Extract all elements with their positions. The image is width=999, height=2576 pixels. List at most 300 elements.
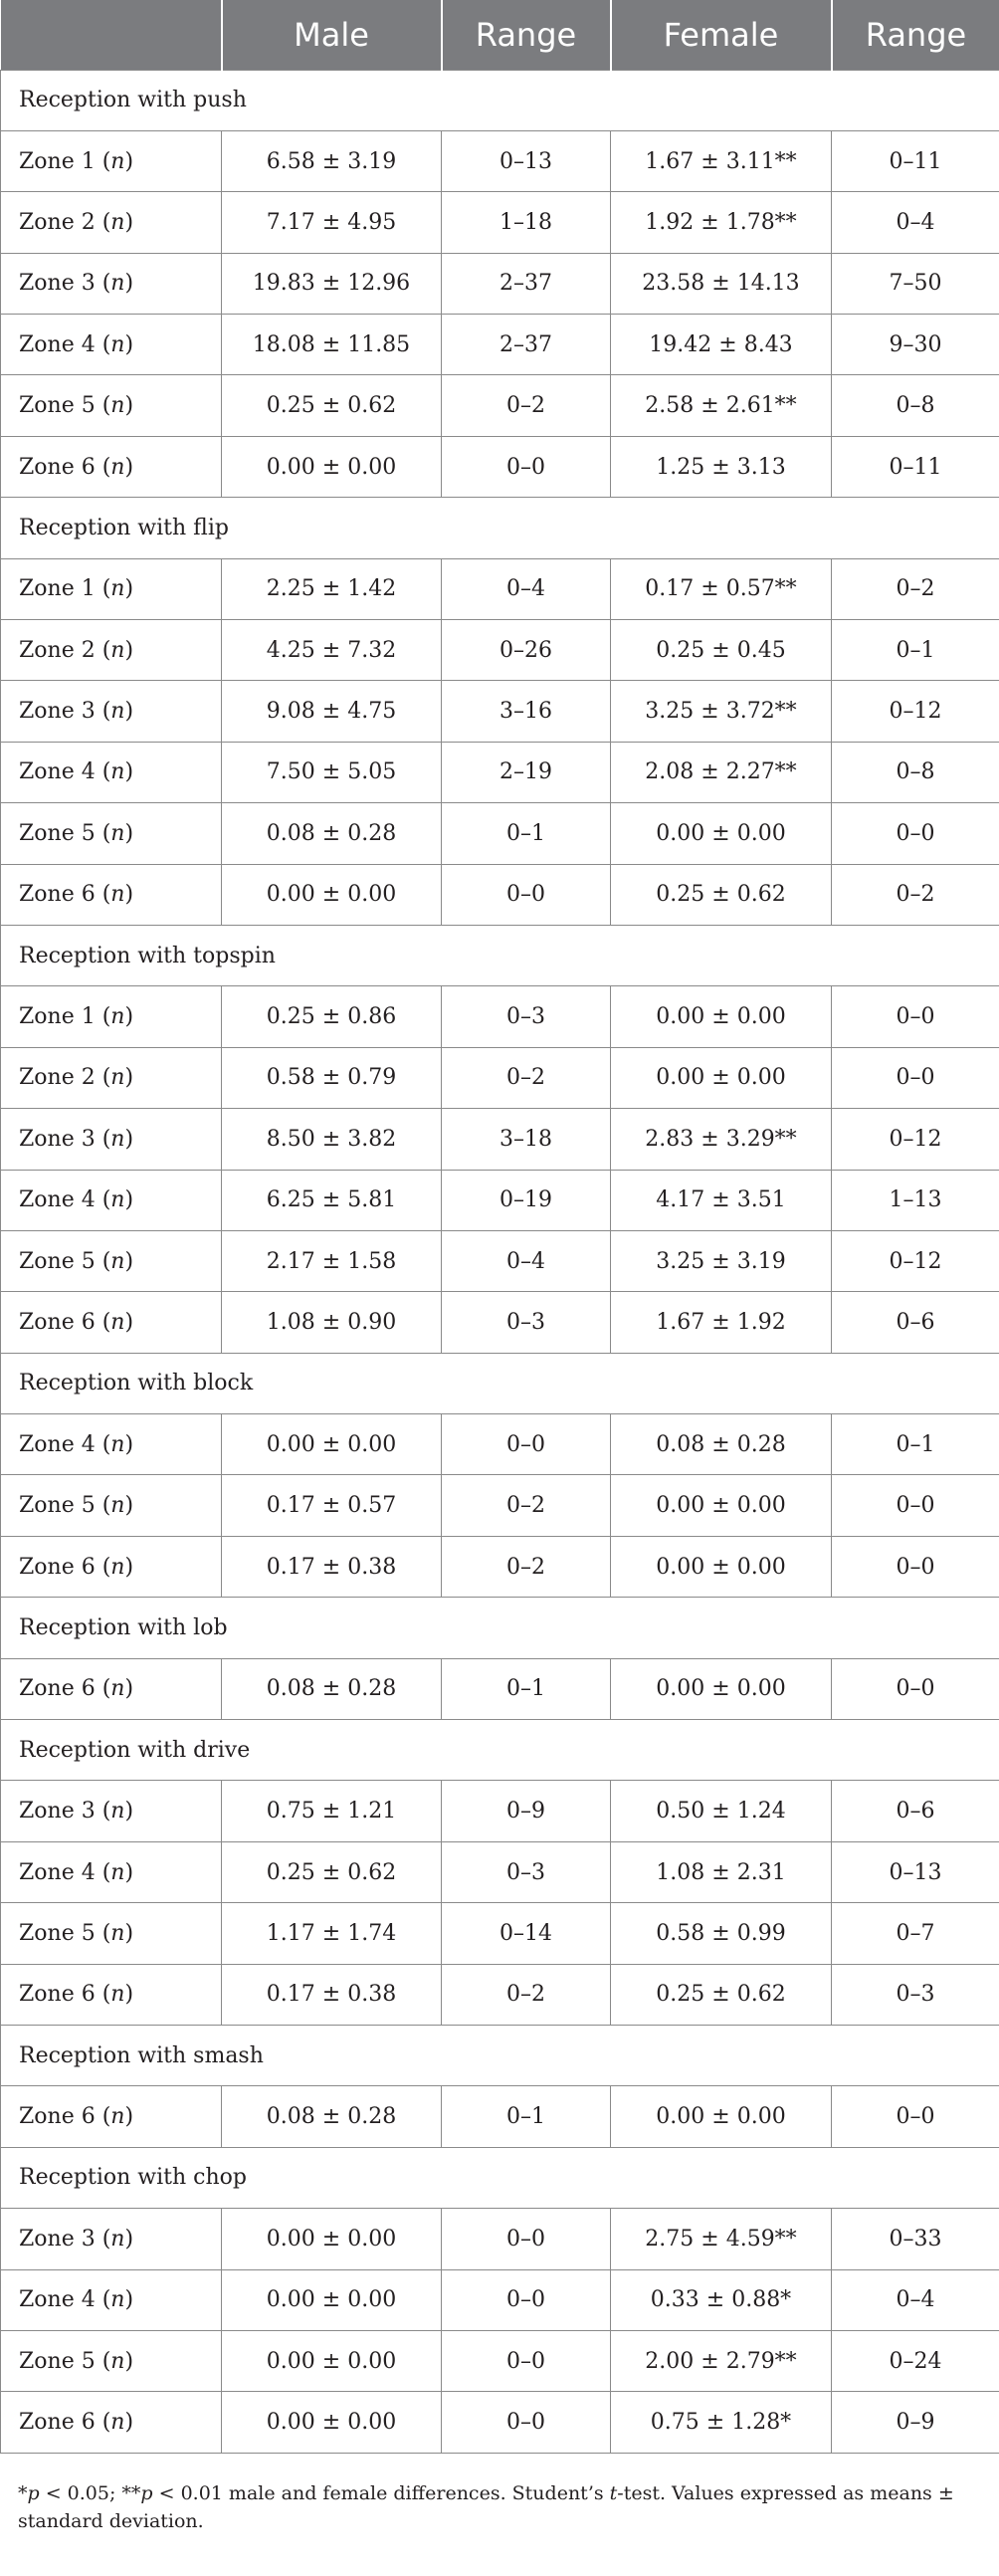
male-value: 2.25 ± 1.42 (222, 558, 442, 619)
female-value: 0.00 ± 0.00 (611, 803, 832, 864)
header-empty (1, 0, 222, 70)
male-range: 2–37 (442, 315, 611, 375)
female-range: 0–1 (832, 1414, 999, 1475)
male-range: 0–0 (442, 2330, 611, 2391)
female-range: 0–12 (832, 1230, 999, 1291)
footnote-p-var-2: p (140, 2481, 153, 2504)
footnote-star: * (18, 2481, 28, 2504)
female-value: 2.83 ± 3.29** (611, 1109, 832, 1170)
table-row (1, 681, 999, 742)
zone-label (1, 1292, 222, 1353)
zone-label (1, 620, 222, 681)
zone-label (1, 2086, 222, 2147)
female-value: 0.00 ± 0.00 (611, 1536, 832, 1597)
zone-label (1, 742, 222, 802)
female-value: 0.50 ± 1.24 (611, 1781, 832, 1841)
table-row (1, 375, 999, 436)
zone-label-text: Zone 6 ( (19, 882, 111, 908)
zone-label-text: Zone 2 ( (19, 1065, 111, 1091)
female-value: 0.00 ± 0.00 (611, 1047, 832, 1108)
zone-label-n: n (110, 1004, 125, 1030)
female-value: 1.67 ± 1.92 (611, 1292, 832, 1353)
section-title: Reception with topspin (1, 925, 999, 985)
male-range: 0–26 (442, 620, 611, 681)
zone-label (1, 2392, 222, 2453)
zone-label-n: n (110, 1920, 125, 1946)
female-value: 0.25 ± 0.45 (611, 620, 832, 681)
zone-label-close: ) (124, 148, 134, 174)
zone-label-close: ) (124, 1982, 134, 2008)
zone-label-close: ) (124, 699, 134, 725)
zone-label-close: ) (124, 454, 134, 480)
female-range: 0–0 (832, 803, 999, 864)
male-value: 0.08 ± 0.28 (222, 803, 442, 864)
zone-label (1, 315, 222, 375)
female-value: 3.25 ± 3.72** (611, 681, 832, 742)
table-row (1, 2392, 999, 2453)
zone-label-text: Zone 5 ( (19, 1920, 111, 1946)
table-row (1, 253, 999, 314)
male-value: 0.17 ± 0.38 (222, 1964, 442, 2025)
zone-label-n: n (110, 699, 125, 725)
zone-label-close: ) (124, 759, 134, 785)
header-male: Male (222, 0, 442, 70)
table-row (1, 2269, 999, 2330)
section-row (1, 925, 999, 985)
male-value: 0.75 ± 1.21 (222, 1781, 442, 1841)
female-value: 19.42 ± 8.43 (611, 315, 832, 375)
section-title: Reception with block (1, 1353, 999, 1413)
male-range: 3–18 (442, 1109, 611, 1170)
zone-label (1, 253, 222, 314)
female-range: 0–7 (832, 1903, 999, 1964)
zone-label-n: n (110, 1126, 125, 1152)
female-range: 0–4 (832, 2269, 999, 2330)
table-row (1, 1230, 999, 1291)
zone-label-close: ) (124, 331, 134, 357)
zone-label-text: Zone 6 ( (19, 2104, 111, 2130)
section-title: Reception with flip (1, 498, 999, 558)
header-row (1, 0, 999, 70)
male-range: 0–0 (442, 436, 611, 497)
female-value: 4.17 ± 3.51 (611, 1170, 832, 1230)
female-range: 0–24 (832, 2330, 999, 2391)
zone-label (1, 1781, 222, 1841)
zone-label-text: Zone 4 ( (19, 331, 111, 357)
zone-label-text: Zone 6 ( (19, 2410, 111, 2436)
male-value: 0.08 ± 0.28 (222, 1658, 442, 1719)
male-range: 3–16 (442, 681, 611, 742)
male-range: 0–0 (442, 2392, 611, 2453)
female-value: 0.00 ± 0.00 (611, 2086, 832, 2147)
zone-label-n: n (110, 2410, 125, 2436)
female-range: 0–0 (832, 1536, 999, 1597)
table-body (1, 70, 999, 2453)
male-range: 0–4 (442, 1230, 611, 1291)
zone-label-n: n (110, 1799, 125, 1825)
table-row (1, 1536, 999, 1597)
zone-label-close: ) (124, 1676, 134, 1702)
zone-label-close: ) (124, 1126, 134, 1152)
zone-label (1, 375, 222, 436)
zone-label-n: n (110, 2287, 125, 2313)
male-range: 0–2 (442, 375, 611, 436)
zone-label-text: Zone 1 ( (19, 576, 111, 602)
male-value: 19.83 ± 12.96 (222, 253, 442, 314)
female-range: 1–13 (832, 1170, 999, 1230)
table-row (1, 2330, 999, 2391)
zone-label-close: ) (124, 271, 134, 297)
zone-label-n: n (110, 209, 125, 235)
zone-label-text: Zone 4 ( (19, 759, 111, 785)
female-value: 23.58 ± 14.13 (611, 253, 832, 314)
male-value: 0.00 ± 0.00 (222, 2269, 442, 2330)
female-range: 0–6 (832, 1781, 999, 1841)
male-value: 18.08 ± 11.85 (222, 315, 442, 375)
zone-label-text: Zone 5 ( (19, 2348, 111, 2374)
table-row (1, 1841, 999, 1902)
footnote-text-1: < 0.05; ** (39, 2481, 141, 2504)
section-row (1, 498, 999, 558)
zone-label-close: ) (124, 820, 134, 846)
female-value: 1.67 ± 3.11** (611, 130, 832, 191)
male-range: 0–2 (442, 1047, 611, 1108)
female-value: 0.17 ± 0.57** (611, 558, 832, 619)
male-range: 0–9 (442, 1781, 611, 1841)
male-value: 0.25 ± 0.62 (222, 1841, 442, 1902)
male-value: 0.00 ± 0.00 (222, 2330, 442, 2391)
male-range: 0–19 (442, 1170, 611, 1230)
male-value: 7.17 ± 4.95 (222, 192, 442, 253)
section-row (1, 1353, 999, 1413)
table-row (1, 1781, 999, 1841)
zone-label (1, 2330, 222, 2391)
male-range: 0–2 (442, 1536, 611, 1597)
zone-label-n: n (110, 1187, 125, 1213)
zone-label (1, 1414, 222, 1475)
male-range: 0–1 (442, 1658, 611, 1719)
zone-label-n: n (110, 331, 125, 357)
female-value: 2.00 ± 2.79** (611, 2330, 832, 2391)
zone-label (1, 803, 222, 864)
zone-label-n: n (110, 148, 125, 174)
zone-label-text: Zone 3 ( (19, 2226, 111, 2252)
table-header (1, 0, 999, 70)
male-range: 0–2 (442, 1475, 611, 1536)
table-row (1, 1414, 999, 1475)
zone-label (1, 1170, 222, 1230)
female-value: 0.00 ± 0.00 (611, 1658, 832, 1719)
zone-label-text: Zone 6 ( (19, 454, 111, 480)
zone-label-n: n (110, 820, 125, 846)
zone-label-close: ) (124, 1431, 134, 1457)
zone-label-close: ) (124, 209, 134, 235)
zone-label-n: n (110, 1554, 125, 1580)
table-row (1, 2209, 999, 2269)
table-row (1, 1658, 999, 1719)
zone-label-n: n (110, 2104, 125, 2130)
male-range: 0–4 (442, 558, 611, 619)
female-range: 0–0 (832, 1047, 999, 1108)
male-range: 0–2 (442, 1964, 611, 2025)
table-row (1, 436, 999, 497)
zone-label-n: n (110, 882, 125, 908)
table-row (1, 1047, 999, 1108)
zone-label-n: n (110, 1493, 125, 1519)
zone-label-n: n (110, 1431, 125, 1457)
female-range: 0–4 (832, 192, 999, 253)
female-range: 0–8 (832, 742, 999, 802)
female-range: 0–12 (832, 1109, 999, 1170)
table-row (1, 803, 999, 864)
male-range: 0–0 (442, 2269, 611, 2330)
male-value: 0.25 ± 0.62 (222, 375, 442, 436)
female-range: 0–3 (832, 1964, 999, 2025)
male-value: 7.50 ± 5.05 (222, 742, 442, 802)
zone-label-text: Zone 4 ( (19, 1431, 111, 1457)
zone-label (1, 1230, 222, 1291)
female-range: 0–0 (832, 986, 999, 1047)
header-female: Female (611, 0, 832, 70)
zone-label-text: Zone 4 ( (19, 1859, 111, 1885)
female-value: 0.00 ± 0.00 (611, 1475, 832, 1536)
zone-label (1, 558, 222, 619)
zone-label-text: Zone 5 ( (19, 393, 111, 419)
male-value: 0.25 ± 0.86 (222, 986, 442, 1047)
zone-label (1, 2209, 222, 2269)
female-range: 0–33 (832, 2209, 999, 2269)
female-range: 0–6 (832, 1292, 999, 1353)
header-male-range: Range (442, 0, 611, 70)
section-title: Reception with push (1, 70, 999, 130)
zone-label-n: n (110, 637, 125, 663)
female-value: 1.25 ± 3.13 (611, 436, 832, 497)
male-value: 6.58 ± 3.19 (222, 130, 442, 191)
zone-label-close: ) (124, 1065, 134, 1091)
male-range: 0–13 (442, 130, 611, 191)
zone-label-text: Zone 5 ( (19, 1248, 111, 1274)
male-value: 0.00 ± 0.00 (222, 2392, 442, 2453)
zone-label-text: Zone 5 ( (19, 1493, 111, 1519)
zone-label-close: ) (124, 882, 134, 908)
table-row (1, 1903, 999, 1964)
zone-label-text: Zone 1 ( (19, 1004, 111, 1030)
zone-label (1, 1475, 222, 1536)
female-value: 1.08 ± 2.31 (611, 1841, 832, 1902)
male-value: 1.17 ± 1.74 (222, 1903, 442, 1964)
male-value: 0.00 ± 0.00 (222, 2209, 442, 2269)
zone-label (1, 2269, 222, 2330)
zone-label (1, 1841, 222, 1902)
female-value: 0.08 ± 0.28 (611, 1414, 832, 1475)
zone-label (1, 1109, 222, 1170)
table-row (1, 315, 999, 375)
male-range: 0–0 (442, 1414, 611, 1475)
table-row (1, 130, 999, 191)
male-range: 0–14 (442, 1903, 611, 1964)
zone-label-n: n (110, 1676, 125, 1702)
female-value: 0.33 ± 0.88* (611, 2269, 832, 2330)
table-row (1, 620, 999, 681)
zone-label-close: ) (124, 2104, 134, 2130)
footnote-text-2: < 0.01 male and female differences. Student’s (152, 2481, 610, 2504)
table-row (1, 742, 999, 802)
section-row (1, 1598, 999, 1658)
zone-label-close: ) (124, 637, 134, 663)
zone-label-n: n (110, 759, 125, 785)
zone-label-n: n (110, 271, 125, 297)
female-value: 0.75 ± 1.28* (611, 2392, 832, 2453)
male-value: 1.08 ± 0.90 (222, 1292, 442, 1353)
zone-label-close: ) (124, 1920, 134, 1946)
zone-label (1, 1903, 222, 1964)
zone-label (1, 681, 222, 742)
zone-label-n: n (110, 1065, 125, 1091)
male-value: 0.00 ± 0.00 (222, 1414, 442, 1475)
zone-label-text: Zone 6 ( (19, 1676, 111, 1702)
zone-label-close: ) (124, 393, 134, 419)
zone-label-close: ) (124, 1248, 134, 1274)
zone-label-close: ) (124, 1493, 134, 1519)
female-value: 3.25 ± 3.19 (611, 1230, 832, 1291)
female-range: 0–13 (832, 1841, 999, 1902)
section-title: Reception with drive (1, 1720, 999, 1781)
female-range: 0–2 (832, 864, 999, 925)
zone-label (1, 864, 222, 925)
section-title: Reception with lob (1, 1598, 999, 1658)
male-range: 0–0 (442, 864, 611, 925)
zone-label-text: Zone 2 ( (19, 209, 111, 235)
zone-label-close: ) (124, 2410, 134, 2436)
female-range: 0–9 (832, 2392, 999, 2453)
female-value: 0.25 ± 0.62 (611, 1964, 832, 2025)
table-row (1, 1964, 999, 2025)
zone-label-close: ) (124, 576, 134, 602)
male-value: 0.00 ± 0.00 (222, 864, 442, 925)
section-row (1, 2147, 999, 2208)
female-value: 2.75 ± 4.59** (611, 2209, 832, 2269)
zone-label-text: Zone 3 ( (19, 271, 111, 297)
male-value: 6.25 ± 5.81 (222, 1170, 442, 1230)
zone-label-close: ) (124, 2226, 134, 2252)
footnote-t-var: t (609, 2481, 618, 2504)
male-value: 4.25 ± 7.32 (222, 620, 442, 681)
table-row (1, 2086, 999, 2147)
table-row (1, 558, 999, 619)
zone-label-n: n (110, 1859, 125, 1885)
zone-label-close: ) (124, 1187, 134, 1213)
female-range: 0–0 (832, 1475, 999, 1536)
zone-label-text: Zone 1 ( (19, 148, 111, 174)
male-range: 0–1 (442, 803, 611, 864)
zone-label-close: ) (124, 1310, 134, 1335)
table-row (1, 864, 999, 925)
zone-label-text: Zone 3 ( (19, 699, 111, 725)
female-range: 0–12 (832, 681, 999, 742)
female-range: 9–30 (832, 315, 999, 375)
section-title: Reception with smash (1, 2026, 999, 2086)
female-value: 1.92 ± 1.78** (611, 192, 832, 253)
female-value: 0.00 ± 0.00 (611, 986, 832, 1047)
male-value: 0.17 ± 0.57 (222, 1475, 442, 1536)
female-range: 0–11 (832, 436, 999, 497)
zone-label-close: ) (124, 2287, 134, 2313)
male-range: 0–3 (442, 986, 611, 1047)
male-range: 2–19 (442, 742, 611, 802)
table-row (1, 1170, 999, 1230)
section-row (1, 1720, 999, 1781)
zone-label (1, 1536, 222, 1597)
table-row (1, 1475, 999, 1536)
female-range: 0–8 (832, 375, 999, 436)
male-value: 0.58 ± 0.79 (222, 1047, 442, 1108)
zone-label-close: ) (124, 1799, 134, 1825)
footnote-p-var: p (27, 2481, 40, 2504)
zone-label-close: ) (124, 1554, 134, 1580)
table-row (1, 1292, 999, 1353)
zone-label-text: Zone 3 ( (19, 1126, 111, 1152)
male-range: 0–3 (442, 1841, 611, 1902)
female-range: 7–50 (832, 253, 999, 314)
male-range: 1–18 (442, 192, 611, 253)
female-value: 2.58 ± 2.61** (611, 375, 832, 436)
zone-label-n: n (110, 2348, 125, 2374)
male-range: 0–1 (442, 2086, 611, 2147)
zone-label-n: n (110, 393, 125, 419)
zone-label-n: n (110, 576, 125, 602)
zone-label-n: n (110, 454, 125, 480)
table-row (1, 192, 999, 253)
zone-label (1, 436, 222, 497)
male-value: 0.17 ± 0.38 (222, 1536, 442, 1597)
male-value: 8.50 ± 3.82 (222, 1109, 442, 1170)
zone-label-text: Zone 5 ( (19, 820, 111, 846)
zone-label (1, 1658, 222, 1719)
male-value: 9.08 ± 4.75 (222, 681, 442, 742)
zone-label-text: Zone 6 ( (19, 1982, 111, 2008)
zone-label-text: Zone 3 ( (19, 1799, 111, 1825)
section-row (1, 70, 999, 130)
male-range: 0–0 (442, 2209, 611, 2269)
male-value: 0.00 ± 0.00 (222, 436, 442, 497)
zone-label-n: n (110, 1310, 125, 1335)
female-value: 2.08 ± 2.27** (611, 742, 832, 802)
zone-label (1, 130, 222, 191)
male-range: 0–3 (442, 1292, 611, 1353)
female-range: 0–0 (832, 2086, 999, 2147)
female-range: 0–11 (832, 130, 999, 191)
zone-label-n: n (110, 1982, 125, 2008)
zone-label-text: Zone 4 ( (19, 2287, 111, 2313)
zone-label-close: ) (124, 1004, 134, 1030)
zone-label-n: n (110, 2226, 125, 2252)
header-female-range: Range (832, 0, 999, 70)
female-value: 0.25 ± 0.62 (611, 864, 832, 925)
zone-label (1, 1047, 222, 1108)
zone-label-text: Zone 6 ( (19, 1554, 111, 1580)
section-row (1, 2026, 999, 2086)
zone-label (1, 986, 222, 1047)
zone-label-text: Zone 4 ( (19, 1187, 111, 1213)
female-value: 0.58 ± 0.99 (611, 1903, 832, 1964)
female-range: 0–1 (832, 620, 999, 681)
zone-label-text: Zone 6 ( (19, 1310, 111, 1335)
female-range: 0–0 (832, 1658, 999, 1719)
zone-label-close: ) (124, 1859, 134, 1885)
male-value: 2.17 ± 1.58 (222, 1230, 442, 1291)
zone-label-text: Zone 2 ( (19, 637, 111, 663)
zone-label (1, 1964, 222, 2025)
